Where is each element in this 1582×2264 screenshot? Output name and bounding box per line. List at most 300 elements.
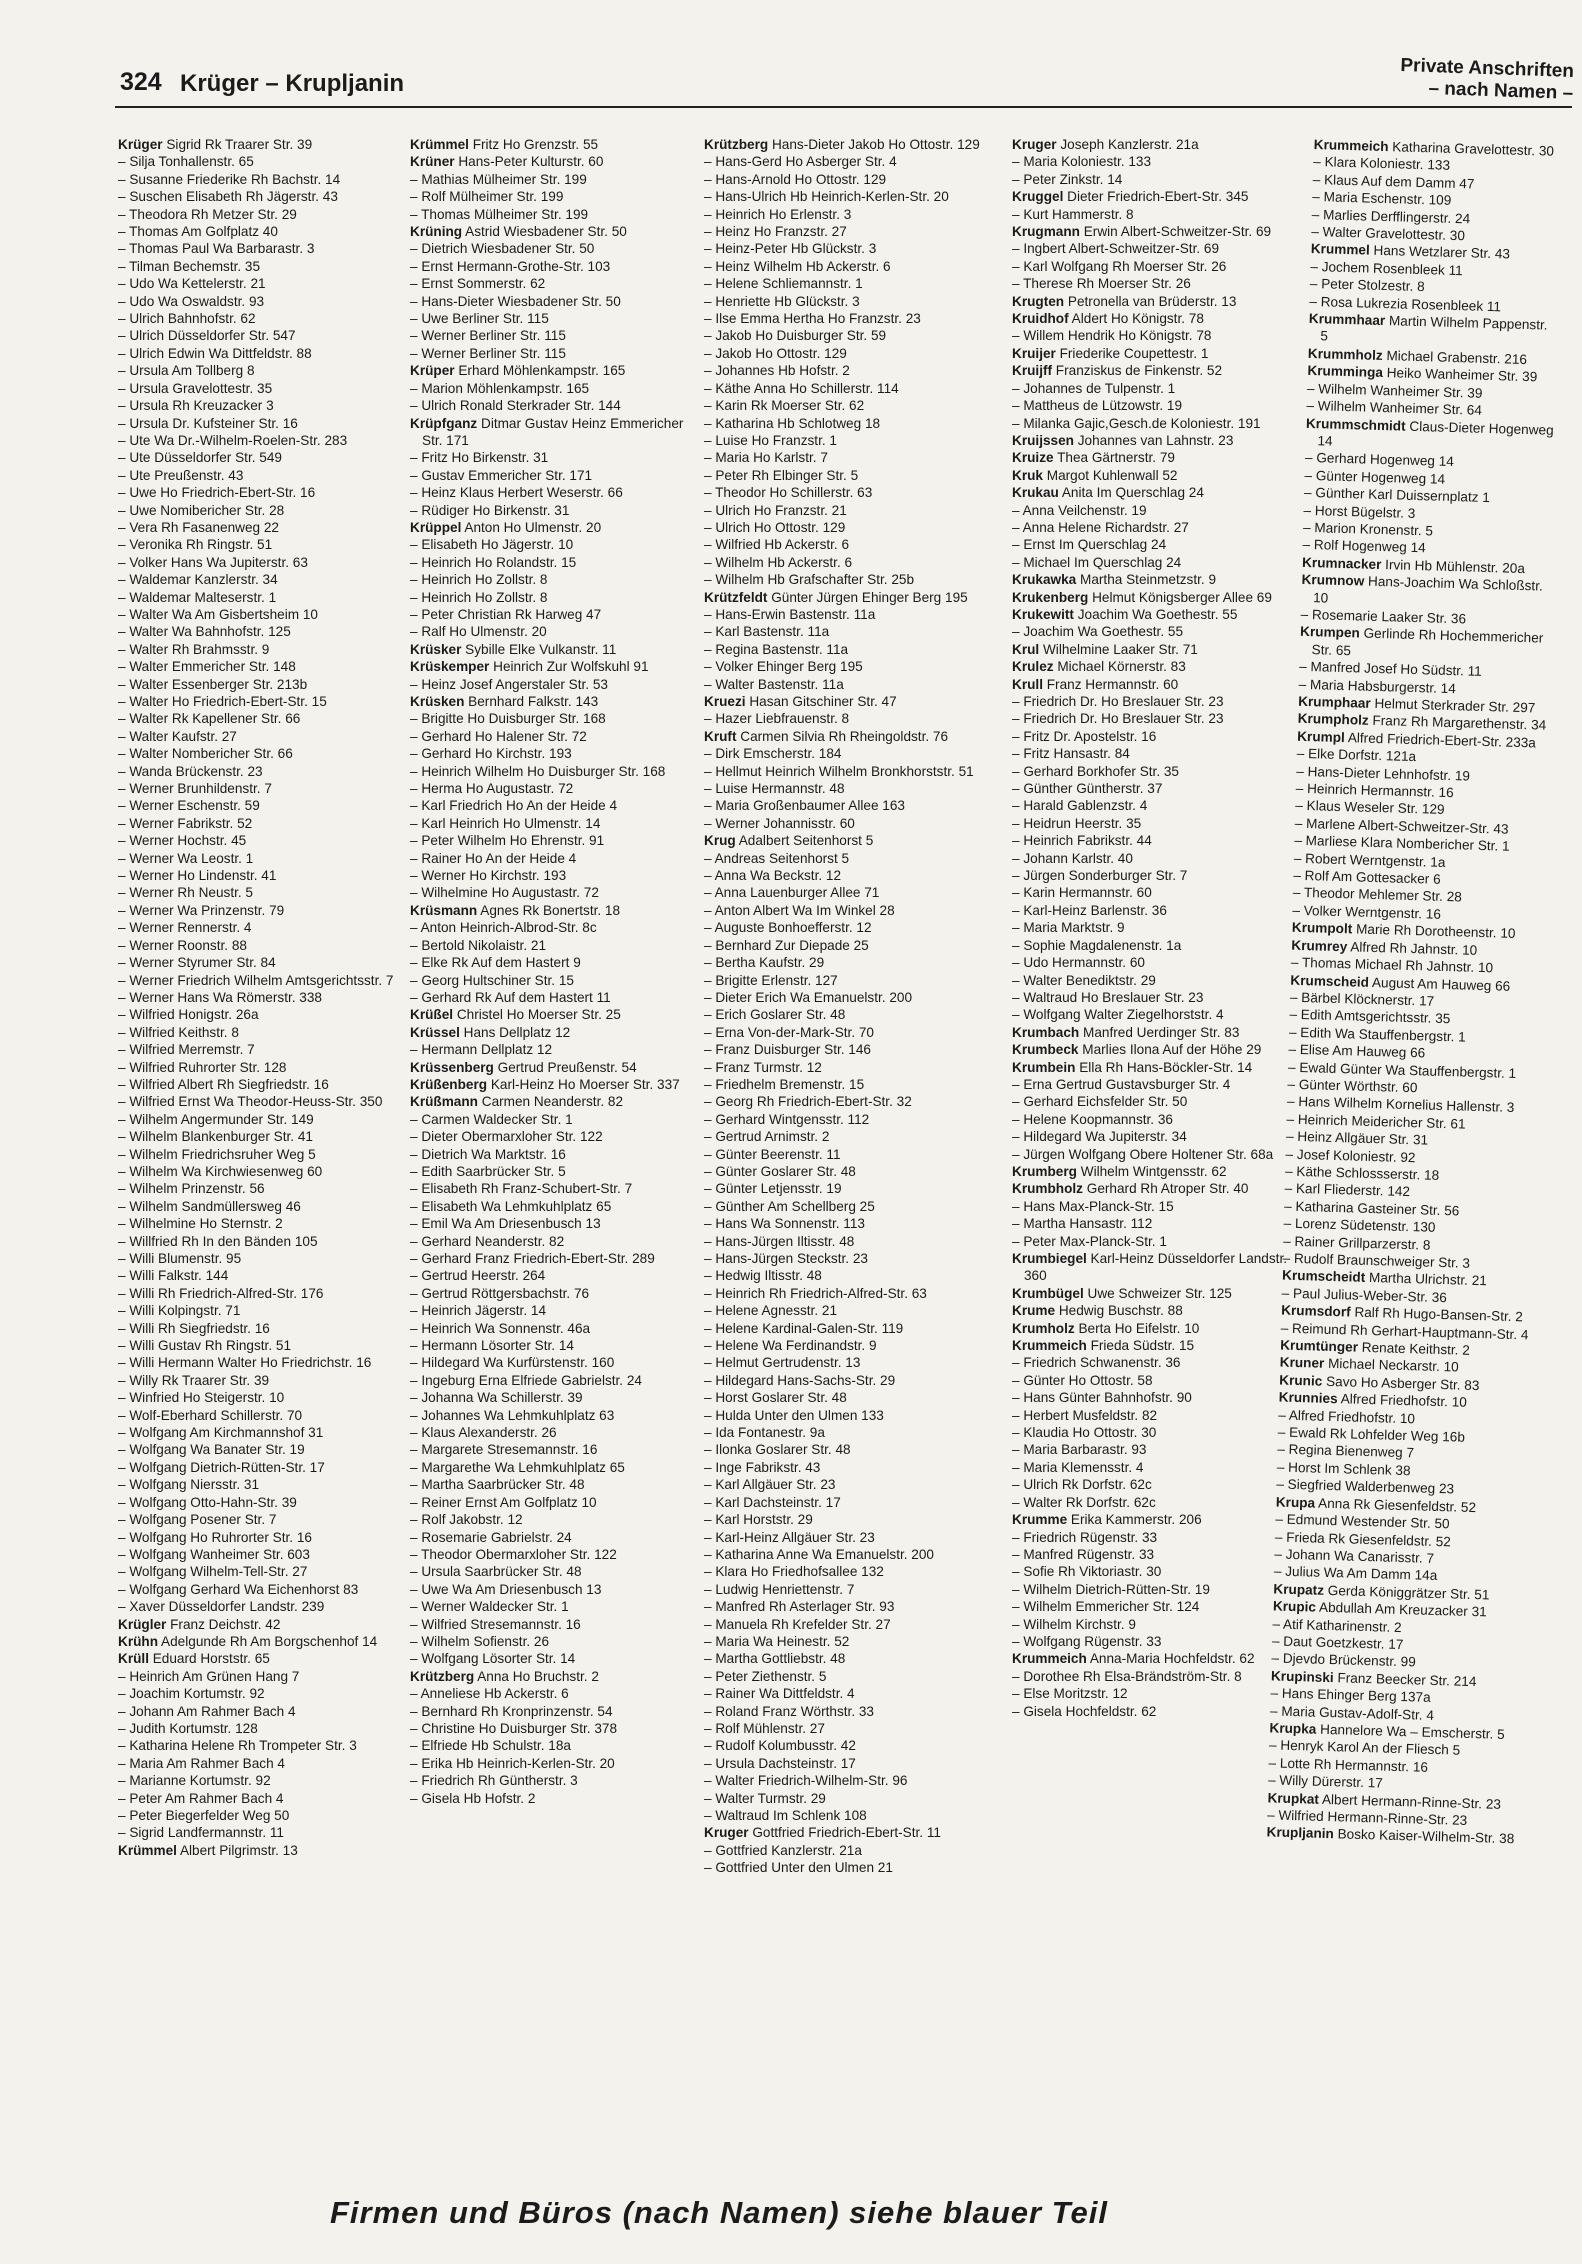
- directory-entry: Krüger Sigrid Rk Traarer Str. 39: [118, 137, 313, 152]
- directory-entry: – Thomas Mülheimer Str. 199: [410, 206, 589, 222]
- directory-entry: – Ulrich Ho Franzstr. 21: [704, 502, 847, 518]
- directory-entry: Kruggel Dieter Friedrich-Ebert-Str. 345: [1012, 189, 1249, 205]
- directory-entry: – Ilse Emma Hertha Ho Franzstr. 23: [704, 311, 921, 327]
- directory-entry: – Maria Koloniestr. 133: [1012, 154, 1152, 170]
- directory-entry: – Jürgen Wolfgang Obere Holtener Str. 68a: [1012, 1146, 1274, 1162]
- directory-entry: – Franz Duisburger Str. 146: [704, 1042, 871, 1058]
- directory-entry: – Walter Turmstr. 29: [704, 1790, 826, 1806]
- directory-entry: Krummhaar Martin Wilhelm Pappenstr. 5: [1308, 310, 1548, 344]
- directory-entry: Kruft Carmen Silvia Rh Rheingoldstr. 76: [704, 728, 949, 744]
- directory-entry: – Elisabeth Wa Lehmkuhlplatz 65: [410, 1198, 612, 1214]
- directory-entry: Krumscheidt Martha Ulrichstr. 21: [1281, 1267, 1488, 1289]
- directory-entry: Krumnow Hans-Joachim Wa Schloßstr. 10: [1301, 571, 1543, 606]
- directory-entry: – Luise Ho Franzstr. 1: [704, 432, 837, 448]
- directory-entry: – Hedwig Iltisstr. 48: [704, 1268, 822, 1284]
- directory-entry: Krupatz Gerda Königgrätzer Str. 51: [1273, 1581, 1490, 1603]
- directory-entry: – Werner Johannisstr. 60: [704, 815, 855, 831]
- directory-entry: – Anton Albert Wa Im Winkel 28: [704, 902, 895, 918]
- directory-entry: – Heinz Josef Angerstaler Str. 53: [410, 676, 608, 692]
- directory-entry: Krumbiegel Karl-Heinz Düsseldorfer Landstr. 360: [1012, 1251, 1287, 1284]
- directory-entry: Kruijssen Johannes van Lahnstr. 23: [1012, 432, 1234, 448]
- directory-entry: – Ursula Dr. Kufsteiner Str. 16: [118, 415, 298, 431]
- directory-entry: – Heinrich Ho Zollstr. 8: [410, 572, 548, 588]
- section-label-line2: – nach Namen –: [1428, 77, 1574, 105]
- directory-entry: – Werner Berliner Str. 115: [410, 345, 566, 361]
- directory-entry: – Margarethe Wa Lehmkuhlplatz 65: [410, 1459, 625, 1475]
- directory-entry: – Walter Benediktstr. 29: [1012, 972, 1156, 988]
- directory-entry: – Wilfried Merremstr. 7: [118, 1042, 255, 1058]
- directory-entry: Kruner Michael Neckarstr. 10: [1279, 1354, 1459, 1375]
- directory-entry: Krühn Adelgunde Rh Am Borgschenhof 14: [118, 1633, 378, 1649]
- directory-entry: – Volker Hans Wa Jupiterstr. 63: [118, 554, 308, 570]
- directory-entry: – Ingbert Albert-Schweitzer-Str. 69: [1012, 241, 1220, 257]
- directory-entry: – Werner Brunhildenstr. 7: [118, 781, 272, 797]
- directory-entry: – Hans-Dieter Wiesbadener Str. 50: [410, 293, 621, 309]
- directory-entry: Krummeich Anna-Maria Hochfeldstr. 62: [1012, 1651, 1255, 1667]
- directory-entry: – Karl Heinrich Ho Ulmenstr. 14: [410, 815, 601, 831]
- directory-entry: Krumbeck Marlies Ilona Auf der Höhe 29: [1012, 1042, 1262, 1058]
- directory-entry: – Peter Christian Rk Harweg 47: [410, 606, 602, 622]
- directory-entry: – Andreas Seitenhorst 5: [704, 850, 850, 866]
- directory-entry: – Bernhard Zur Diepade 25: [704, 937, 869, 953]
- directory-entry: – Susanne Friederike Rh Bachstr. 14: [118, 171, 341, 187]
- directory-entry: – Wilfried Ernst Wa Theodor-Heuss-Str. 350: [118, 1094, 383, 1110]
- directory-entry: Krumminga Heiko Wanheimer Str. 39: [1307, 363, 1538, 385]
- directory-entry: – Ilonka Goslarer Str. 48: [704, 1442, 851, 1458]
- directory-entry: – Brigitte Erlenstr. 127: [704, 972, 838, 988]
- directory-entry: – Gerhard Hogenweg 14: [1304, 450, 1455, 470]
- directory-entry: – Regina Bastenstr. 11a: [704, 641, 849, 657]
- directory-entry: – Peter Biegerfelder Weg 50: [118, 1808, 290, 1823]
- directory-entry: Krumholz Berta Ho Eifelstr. 10: [1012, 1320, 1200, 1336]
- directory-entry: – Dieter Erich Wa Emanuelstr. 200: [704, 989, 913, 1005]
- section-label-line1: Private Anschriften: [1400, 54, 1575, 83]
- directory-entry: – Thomas Paul Wa Barbarastr. 3: [118, 241, 315, 257]
- directory-entry: – Kurt Hammerstr. 8: [1012, 206, 1134, 222]
- directory-entry: – Wilfried Hermann-Rinne-Str. 23: [1266, 1807, 1468, 1828]
- directory-entry: – Walter Emmericher Str. 148: [118, 659, 296, 675]
- directory-entry: – Karl-Heinz Allgäuer Str. 23: [704, 1529, 875, 1545]
- directory-column-3: [704, 136, 994, 1877]
- directory-entry: – Hans-Erwin Bastenstr. 11a: [704, 606, 876, 622]
- directory-entry: – Brigitte Ho Duisburger Str. 168: [410, 711, 606, 727]
- directory-entry: – Theodor Ho Schillerstr. 63: [704, 485, 873, 501]
- directory-entry: – Wilfried Albert Rh Siegfriedstr. 16: [118, 1076, 329, 1092]
- directory-entry: – Heinz Klaus Herbert Weserstr. 66: [410, 485, 623, 501]
- directory-entry: – Wolf-Eberhard Schillerstr. 70: [118, 1407, 303, 1423]
- directory-entry: – Else Moritzstr. 12: [1012, 1686, 1128, 1702]
- directory-entry: Krumsdorf Ralf Rh Hugo-Bansen-Str. 2: [1280, 1302, 1524, 1325]
- directory-entry: – Friedrich Dr. Ho Breslauer Str. 23: [1012, 711, 1224, 727]
- directory-entry: – Werner Berliner Str. 115: [410, 328, 566, 344]
- directory-entry: – Herbert Musfeldstr. 82: [1012, 1407, 1158, 1423]
- directory-entry: Krug Adalbert Seitenhorst 5: [704, 833, 874, 849]
- directory-entry: – Wolfgang Am Kirchmannshof 31: [118, 1425, 324, 1441]
- directory-entry: – Wilhelm Kirchstr. 9: [1012, 1616, 1136, 1632]
- directory-entry: Krüsken Bernhard Falkstr. 143: [410, 694, 599, 709]
- directory-entry: – Elisabeth Ho Jägerstr. 10: [410, 537, 574, 553]
- directory-entry: – Werner Ho Lindenstr. 41: [118, 868, 277, 884]
- directory-entry: – Werner Rh Neustr. 5: [118, 885, 253, 901]
- directory-entry: – Jürgen Sonderburger Str. 7: [1012, 868, 1188, 884]
- directory-entry: Krüsker Sybille Elke Vulkanstr. 11: [410, 641, 617, 657]
- directory-entry: – Ernst Sommerstr. 62: [410, 276, 546, 292]
- directory-entry: – Ewald Rk Lohfelder Weg 16b: [1277, 1424, 1466, 1445]
- directory-entry: – Wolfgang Walter Ziegelhorststr. 4: [1012, 1007, 1224, 1023]
- directory-entry: – Erich Goslarer Str. 48: [704, 1007, 846, 1023]
- directory-entry: – Johanna Wa Schillerstr. 39: [410, 1390, 583, 1406]
- directory-entry: – Werner Roonstr. 88: [118, 937, 247, 953]
- directory-entry: – Udo Hermannstr. 60: [1012, 955, 1145, 971]
- directory-entry: Krukawka Martha Steinmetzstr. 9: [1012, 572, 1217, 588]
- directory-entry: – Jochem Rosenbleek 11: [1310, 258, 1463, 279]
- directory-entry: – Hildegard Hans-Sachs-Str. 29: [704, 1372, 896, 1388]
- directory-entry: – Ursula Gravelottestr. 35: [118, 380, 273, 396]
- directory-entry: – Peter Zinkstr. 14: [1012, 171, 1123, 187]
- directory-entry: – Günter Goslarer Str. 48: [704, 1163, 856, 1179]
- directory-entry: – Willem Hendrik Ho Königstr. 78: [1012, 328, 1212, 344]
- directory-entry: – Elke Dorfstr. 121a: [1296, 745, 1417, 765]
- directory-entry: – Hulda Unter den Ulmen 133: [704, 1407, 884, 1423]
- directory-entry: – Heinz Ho Franzstr. 27: [704, 224, 847, 240]
- directory-entry: – Ute Preußenstr. 43: [118, 467, 244, 483]
- directory-entry: – Heinrich Wilhelm Ho Duisburger Str. 168: [410, 763, 666, 779]
- directory-entry: – Johannes Wa Lehmkuhlplatz 63: [410, 1407, 615, 1423]
- directory-entry: – Rainer Ho An der Heide 4: [410, 850, 577, 866]
- directory-entry: Krumbügel Uwe Schweizer Str. 125: [1012, 1285, 1232, 1301]
- directory-entry: Krull Franz Hermannstr. 60: [1012, 676, 1179, 692]
- directory-entry: Krume Hedwig Buschstr. 88: [1012, 1303, 1183, 1319]
- directory-entry: – Ludwig Henriettenstr. 7: [704, 1581, 855, 1597]
- directory-entry: – Willi Rh Friedrich-Alfred-Str. 176: [118, 1285, 324, 1301]
- page-title: Krüger – Krupljanin: [180, 70, 405, 97]
- directory-entry: – Werner Hans Wa Römerstr. 338: [118, 989, 322, 1005]
- directory-entry: – Judith Kortumstr. 128: [118, 1720, 258, 1736]
- directory-entry: – Günter Beerenstr. 11: [704, 1146, 841, 1162]
- directory-entry: – Willi Blumenstr. 95: [118, 1251, 242, 1266]
- directory-entry: – Rolf Mülheimer Str. 199: [410, 189, 564, 205]
- directory-entry: – Elfriede Hb Schulstr. 18a: [410, 1738, 571, 1754]
- directory-entry: – Sophie Magdalenenstr. 1a: [1012, 937, 1182, 953]
- directory-entry: – Dorothee Rh Elsa-Brändström-Str. 8: [1012, 1668, 1242, 1684]
- directory-entry: – Mattheus de Lützowstr. 19: [1012, 398, 1183, 414]
- directory-entry: – Rosemarie Laaker Str. 36: [1300, 606, 1467, 627]
- directory-entry: Krul Wilhelmine Laaker Str. 71: [1012, 641, 1198, 657]
- directory-entry: – Hellmut Heinrich Wilhelm Bronkhorststr. 51: [704, 763, 974, 779]
- directory-entry: Krüßenberg Karl-Heinz Ho Moerser Str. 337: [410, 1076, 680, 1092]
- section-label: [1400, 55, 1575, 105]
- directory-entry: – Käthe Schlossserstr. 18: [1284, 1163, 1440, 1183]
- directory-entry: – Alfred Friedhofstr. 10: [1278, 1407, 1416, 1426]
- directory-entry: – Georg Rh Friedrich-Ebert-Str. 32: [704, 1094, 912, 1110]
- directory-entry: – Johann Karlstr. 40: [1012, 850, 1133, 866]
- directory-entry: – Carmen Waldecker Str. 1: [410, 1111, 573, 1127]
- directory-entry: Krumbein Ella Rh Hans-Böckler-Str. 14: [1012, 1059, 1253, 1075]
- directory-entry: – Marion Möhlenkampstr. 165: [410, 380, 590, 396]
- directory-entry: – Gerhard Ho Halener Str. 72: [410, 728, 587, 744]
- directory-entry: Krupa Anna Rk Giesenfeldstr. 52: [1275, 1494, 1477, 1515]
- directory-entry: – Günther Am Schellberg 25: [704, 1198, 875, 1214]
- directory-entry: – Wilhelm Hb Grafschafter Str. 25b: [704, 572, 915, 588]
- directory-entry: – Franz Turmstr. 12: [704, 1059, 822, 1075]
- directory-entry: – Vera Rh Fasanenweg 22: [118, 519, 279, 535]
- directory-entry: – Wolfgang Wanheimer Str. 603: [118, 1546, 310, 1562]
- directory-entry: – Daut Goetzkestr. 17: [1271, 1633, 1404, 1653]
- directory-entry: Krumberg Wilhelm Wintgensstr. 62: [1012, 1163, 1227, 1179]
- directory-entry: – Henryk Karol An der Fliesch 5: [1268, 1737, 1461, 1759]
- directory-entry: – Erna Von-der-Mark-Str. 70: [704, 1024, 874, 1040]
- directory-entry: – Hans-Gerd Ho Asberger Str. 4: [704, 154, 897, 170]
- directory-entry: – Karin Rk Moerser Str. 62: [704, 398, 865, 414]
- directory-entry: – Hermann Lösorter Str. 14: [410, 1338, 574, 1354]
- directory-entry: – Roland Franz Wörthstr. 33: [704, 1703, 874, 1719]
- directory-entry: – Ulrich Bahnhofstr. 62: [118, 311, 256, 327]
- directory-entry: – Horst Im Schlenk 38: [1276, 1459, 1411, 1479]
- directory-entry: – Luise Hermannstr. 48: [704, 781, 845, 797]
- directory-entry: – Fritz Hansastr. 84: [1012, 746, 1130, 762]
- directory-entry: – Elise Am Hauweg 66: [1288, 1041, 1426, 1061]
- directory-entry: – Wilhelm Angermunder Str. 149: [118, 1111, 314, 1127]
- directory-entry: – Peter Stolzestr. 8: [1309, 276, 1425, 295]
- directory-entry: – Maria Großenbaumer Allee 163: [704, 798, 905, 814]
- directory-entry: Krupka Hannelore Wa – Emscherstr. 5: [1269, 1720, 1505, 1742]
- directory-entry: Kruidhof Aldert Ho Königstr. 78: [1012, 311, 1204, 327]
- directory-entry: – Peter Ziethenstr. 5: [704, 1668, 827, 1684]
- directory-entry: – Gerhard Wintgensstr. 112: [704, 1111, 870, 1127]
- directory-entry: Krugten Petronella van Brüderstr. 13: [1012, 293, 1237, 309]
- directory-entry: – Helene Agnesstr. 21: [704, 1303, 838, 1319]
- directory-entry: – Peter Am Rahmer Bach 4: [118, 1790, 284, 1806]
- directory-entry: – Peter Rh Elbinger Str. 5: [704, 467, 859, 483]
- directory-entry: – Bärbel Klöcknerstr. 17: [1289, 989, 1435, 1009]
- directory-entry: – Hans Max-Planck-Str. 15: [1012, 1198, 1174, 1214]
- directory-entry: – Heinz Wilhelm Hb Ackerstr. 6: [704, 258, 891, 274]
- directory-entry: – Rüdiger Ho Birkenstr. 31: [410, 502, 570, 518]
- directory-entry: Krumpen Gerlinde Rh Hochemmericher Str. 65: [1299, 624, 1544, 659]
- directory-entry: – Reimund Rh Gerhart-Hauptmann-Str. 4: [1280, 1320, 1529, 1343]
- directory-entry: – Karin Hermannstr. 60: [1012, 885, 1152, 901]
- directory-entry: – Volker Werntgenstr. 16: [1292, 902, 1442, 922]
- directory-entry: – Friedrich Rügenstr. 33: [1012, 1529, 1158, 1545]
- directory-entry: – Ida Fontanestr. 9a: [704, 1425, 825, 1441]
- directory-entry: – Johann Am Rahmer Bach 4: [118, 1703, 296, 1719]
- page-number: 324: [120, 68, 162, 96]
- directory-entry: – Wolfgang Ho Ruhrorter Str. 16: [118, 1529, 312, 1545]
- directory-entry: – Willy Dürerstr. 17: [1267, 1772, 1384, 1791]
- directory-column-2: [410, 136, 700, 1807]
- directory-entry: – Uwe Ho Friedrich-Ebert-Str. 16: [118, 485, 316, 501]
- directory-entry: – Ursula Am Tollberg 8: [118, 363, 255, 379]
- directory-entry: – Gottfried Unter den Ulmen 21: [704, 1860, 893, 1876]
- directory-entry: – Wilhelmine Ho Augustastr. 72: [410, 885, 599, 901]
- directory-entry: Krüskemper Heinrich Zur Wolfskuhl 91: [410, 659, 649, 675]
- header-rule: [115, 106, 1572, 108]
- directory-entry: Krumpolt Marie Rh Dorotheenstr. 10: [1291, 919, 1516, 942]
- directory-entry: – Klaus Weseler Str. 129: [1295, 798, 1445, 818]
- directory-entry: – Maria Klemensstr. 4: [1012, 1459, 1144, 1475]
- directory-entry: – Johannes Hb Hofstr. 2: [704, 363, 850, 379]
- directory-entry: – Wanda Brückenstr. 23: [118, 763, 263, 779]
- directory-entry: Krulez Michael Körnerstr. 83: [1012, 659, 1186, 675]
- directory-entry: – Günther Karl Duissernplatz 1: [1303, 484, 1491, 506]
- directory-entry: – Paul Julius-Weber-Str. 36: [1281, 1285, 1448, 1305]
- directory-entry: – Karl Dachsteinstr. 17: [704, 1494, 841, 1510]
- directory-entry: – Günter Letjensstr. 19: [704, 1181, 842, 1197]
- directory-entry: Krüssel Hans Dellplatz 12: [410, 1024, 571, 1040]
- directory-entry: – Klara Koloniestr. 133: [1313, 154, 1451, 174]
- directory-entry: – Willi Gustav Rh Ringstr. 51: [118, 1338, 292, 1354]
- directory-entry: – Katharina Hb Schlotweg 18: [704, 415, 881, 431]
- directory-entry: – Bertha Kaufstr. 29: [704, 955, 825, 971]
- directory-entry: Krumtünger Renate Keithstr. 2: [1280, 1337, 1471, 1358]
- directory-entry: – Heinrich Am Grünen Hang 7: [118, 1668, 300, 1684]
- directory-entry: – Uwe Wa Am Driesenbusch 13: [410, 1581, 602, 1597]
- directory-entry: – Klaudia Ho Ottostr. 30: [1012, 1425, 1157, 1441]
- directory-entry: – Ursula Saarbrücker Str. 48: [410, 1564, 582, 1580]
- directory-entry: – Waldemar Kanzlerstr. 34: [118, 572, 278, 588]
- directory-entry: Krumpholz Franz Rh Margarethenstr. 34: [1297, 711, 1547, 734]
- directory-entry: Krumphaar Helmut Sterkrader Str. 297: [1298, 693, 1536, 716]
- directory-entry: – Katharina Helene Rh Trompeter Str. 3: [118, 1738, 357, 1754]
- directory-entry: – Lorenz Südetenstr. 130: [1283, 1215, 1436, 1236]
- directory-entry: – Mathias Mülheimer Str. 199: [410, 171, 587, 187]
- directory-entry: – Udo Wa Oswaldstr. 93: [118, 293, 265, 309]
- directory-entry: – Anneliese Hb Ackerstr. 6: [410, 1686, 569, 1702]
- directory-entry: – Werner Friedrich Wilhelm Amtsgerichtsstr. 7: [118, 972, 394, 988]
- directory-entry: Krummholz Michael Grabenstr. 216: [1307, 345, 1528, 367]
- directory-entry: – Wilfried Honigstr. 26a: [118, 1007, 259, 1023]
- directory-entry: – Werner Eschenstr. 59: [118, 798, 260, 814]
- directory-entry: – Walter Wa Bahnhofstr. 125: [118, 624, 291, 640]
- directory-entry: – Maria Habsburgerstr. 14: [1298, 676, 1457, 696]
- directory-entry: – Jakob Ho Ottostr. 129: [704, 345, 847, 361]
- directory-entry: – Maria Am Rahmer Bach 4: [118, 1755, 285, 1771]
- directory-entry: Kruger Joseph Kanzlerstr. 21a: [1012, 137, 1199, 152]
- directory-entry: – Karl-Heinz Barlenstr. 36: [1012, 902, 1167, 918]
- directory-entry: – Martha Hansastr. 112: [1012, 1216, 1153, 1232]
- directory-entry: – Peter Max-Planck-Str. 1: [1012, 1233, 1167, 1249]
- directory-entry: – Suschen Elisabeth Rh Jägerstr. 43: [118, 189, 338, 205]
- directory-entry: Krüpfganz Ditmar Gustav Heinz Emmericher Str. 171: [410, 415, 684, 448]
- directory-entry: – Waldemar Malteserstr. 1: [118, 589, 277, 605]
- directory-entry: – Sofie Rh Viktoriastr. 30: [1012, 1564, 1162, 1580]
- directory-entry: Krützfeldt Günter Jürgen Ehinger Berg 195: [704, 589, 968, 605]
- directory-entry: – Heinz Allgäuer Str. 31: [1285, 1128, 1429, 1148]
- directory-entry: Kruijer Friederike Coupettestr. 1: [1012, 345, 1209, 361]
- directory-entry: – Günther Güntherstr. 37: [1012, 781, 1163, 797]
- directory-entry: – Willy Rk Traarer Str. 39: [118, 1372, 270, 1388]
- directory-entry: – Marliese Klara Nombericher Str. 1: [1294, 832, 1510, 854]
- directory-entry: Krummeich Katharina Gravelottestr. 30: [1313, 136, 1555, 159]
- directory-entry: – Heidrun Heerstr. 35: [1012, 815, 1142, 831]
- directory-entry: – Veronika Rh Ringstr. 51: [118, 537, 273, 553]
- directory-entry: Krummschmidt Claus-Dieter Hogenweg 14: [1305, 415, 1554, 449]
- directory-entry: – Manfred Rügenstr. 33: [1012, 1546, 1155, 1562]
- directory-entry: – Heinrich Rh Friedrich-Alfred-Str. 63: [704, 1285, 927, 1301]
- directory-entry: – Bertold Nikolaistr. 21: [410, 937, 547, 953]
- directory-entry: Krüll Eduard Horststr. 65: [118, 1651, 270, 1667]
- directory-entry: – Christine Ho Duisburger Str. 378: [410, 1720, 618, 1736]
- directory-entry: – Ernst Hermann-Grothe-Str. 103: [410, 258, 611, 274]
- directory-entry: – Karl Horststr. 29: [704, 1512, 813, 1528]
- directory-entry: Krugmann Erwin Albert-Schweitzer-Str. 69: [1012, 224, 1272, 240]
- directory-column-4: [1012, 136, 1302, 1720]
- directory-entry: – Josef Koloniestr. 92: [1285, 1146, 1416, 1165]
- directory-entry: – Maria Barbarastr. 93: [1012, 1442, 1147, 1458]
- directory-entry: – Hans Günter Bahnhofstr. 90: [1012, 1390, 1192, 1406]
- directory-entry: – Theodor Obermarxloher Str. 122: [410, 1546, 617, 1562]
- directory-entry: Krumrey Alfred Rh Jahnstr. 10: [1291, 937, 1478, 958]
- directory-entry: – Ulrich Ronald Sterkrader Str. 144: [410, 398, 621, 414]
- directory-entry: – Joachim Wa Goethestr. 55: [1012, 624, 1184, 640]
- directory-entry: – Friedrich Dr. Ho Breslauer Str. 23: [1012, 694, 1224, 709]
- directory-entry: Kruger Gottfried Friedrich-Ebert-Str. 11: [704, 1825, 941, 1841]
- directory-entry: – Heinrich Fabrikstr. 44: [1012, 833, 1152, 849]
- directory-entry: Krümmel Fritz Ho Grenzstr. 55: [410, 137, 599, 152]
- directory-entry: – Gustav Emmericher Str. 171: [410, 467, 593, 483]
- directory-entry: – Dirk Emscherstr. 184: [704, 746, 842, 762]
- directory-entry: – Werner Hochstr. 45: [118, 833, 247, 849]
- directory-entry: – Thomas Michael Rh Jahnstr. 10: [1290, 954, 1494, 976]
- directory-entry: – Heinrich Hermannstr. 16: [1295, 780, 1454, 801]
- directory-entry: Krüppel Anton Ho Ulmenstr. 20: [410, 519, 602, 535]
- directory-entry: – Walter Gravelottestr. 30: [1311, 223, 1466, 244]
- directory-entry: – Hans Wa Sonnenstr. 113: [704, 1216, 865, 1232]
- directory-entry: – Wolfgang Posener Str. 7: [118, 1512, 277, 1528]
- directory-entry: – Karl Allgäuer Str. 23: [704, 1477, 836, 1493]
- directory-entry: – Walter Kaufstr. 27: [118, 728, 237, 744]
- directory-entry: – Johann Wa Canarisstr. 7: [1274, 1546, 1435, 1566]
- directory-entry: – Wilfried Stresemannstr. 16: [410, 1616, 581, 1632]
- directory-entry: – Manuela Rh Krefelder Str. 27: [704, 1616, 891, 1632]
- directory-entry: – Werner Wa Leostr. 1: [118, 850, 254, 866]
- directory-entry: – Werner Styrumer Str. 84: [118, 955, 276, 971]
- directory-entry: – Gerhard Rk Auf dem Hastert 11: [410, 989, 611, 1005]
- directory-entry: – Wilfried Keithstr. 8: [118, 1024, 239, 1040]
- directory-entry: – Karl Fliederstr. 142: [1284, 1180, 1411, 1200]
- directory-entry: – Günter Wörthstr. 60: [1287, 1076, 1418, 1096]
- directory-entry: – Walter Wa Am Gisbertsheim 10: [118, 606, 318, 622]
- directory-entry: – Wilhelm Wanheimer Str. 64: [1306, 397, 1483, 418]
- directory-entry: Krukau Anita Im Querschlag 24: [1012, 485, 1204, 501]
- directory-entry: – Wilhelm Prinzenstr. 56: [118, 1181, 265, 1197]
- directory-entry: – Gertrud Heerstr. 264: [410, 1268, 546, 1284]
- directory-entry: Krumbach Manfred Uerdinger Str. 83: [1012, 1024, 1240, 1040]
- directory-entry: – Ute Düsseldorfer Str. 549: [118, 450, 282, 466]
- directory-entry: Krumnacker Irvin Hb Mühlenstr. 20a: [1301, 554, 1526, 576]
- directory-entry: – Djevdo Brückenstr. 99: [1271, 1650, 1416, 1670]
- directory-entry: – Therese Rh Moerser Str. 26: [1012, 276, 1191, 292]
- directory-entry: – Marion Kronenstr. 5: [1302, 519, 1434, 539]
- directory-entry: – Anna Helene Richardstr. 27: [1012, 519, 1189, 535]
- directory-entry: – Karl Wolfgang Rh Moerser Str. 26: [1012, 258, 1227, 274]
- directory-entry: – Walter Bastenstr. 11a: [704, 676, 844, 692]
- directory-entry: – Marlene Albert-Schweitzer-Str. 43: [1294, 815, 1509, 837]
- directory-entry: – Hildegard Wa Jupiterstr. 34: [1012, 1129, 1187, 1145]
- directory-entry: – Thomas Am Golfplatz 40: [118, 224, 278, 240]
- directory-entry: – Wilhelmine Ho Sternstr. 2: [118, 1216, 283, 1232]
- directory-entry: – Wilhelm Wa Kirchwiesenweg 60: [118, 1163, 323, 1179]
- directory-entry: – Helene Schliemannstr. 1: [704, 276, 863, 292]
- directory-column-5: [1266, 136, 1564, 1848]
- directory-entry: – Ulrich Düsseldorfer Str. 547: [118, 328, 296, 344]
- directory-entry: – Rudolf Braunschweiger Str. 3: [1282, 1250, 1471, 1271]
- directory-entry: Krunnies Alfred Friedhofstr. 10: [1278, 1389, 1468, 1411]
- directory-entry: – Walter Essenberger Str. 213b: [118, 676, 308, 692]
- directory-entry: Kruk Margot Kuhlenwall 52: [1012, 467, 1178, 483]
- directory-entry: – Werner Rennerstr. 4: [118, 920, 252, 936]
- directory-entry: – Wilhelm Dietrich-Rütten-Str. 19: [1012, 1581, 1210, 1597]
